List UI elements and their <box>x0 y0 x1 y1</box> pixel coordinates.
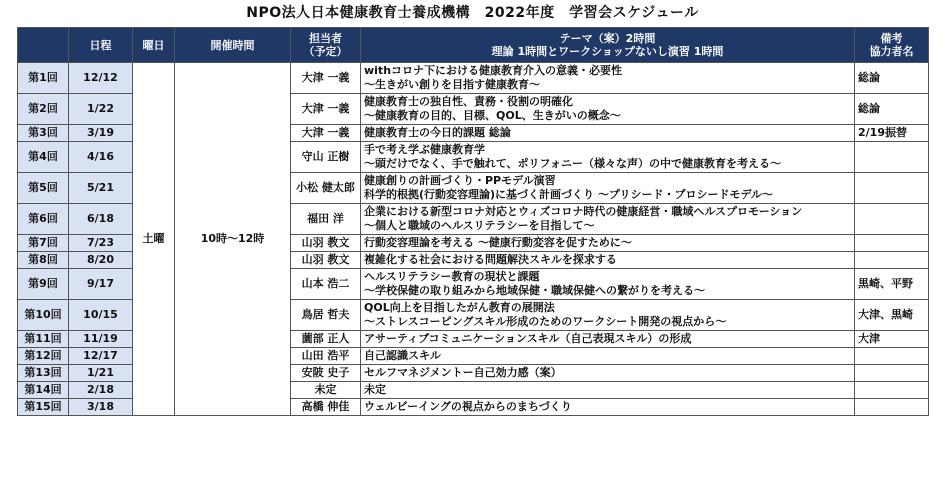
session-lecturer: 山本 浩二 <box>291 269 361 300</box>
session-number: 第1回 <box>18 63 69 94</box>
topic-line1: 企業における新型コロナ対応とウィズコロナ時代の健康経営・職域ヘルスプロモーション <box>364 205 803 218</box>
session-lecturer: 大津 一義 <box>291 63 361 94</box>
session-note <box>855 204 929 235</box>
session-topic <box>361 94 855 125</box>
session-lecturer: 福田 洋 <box>291 204 361 235</box>
header-number <box>18 28 69 63</box>
session-number: 第8回 <box>18 252 69 269</box>
session-date: 1/22 <box>69 94 133 125</box>
session-note <box>855 173 929 204</box>
header-theme <box>361 28 855 63</box>
session-topic: 健康教育士の今日的課題 総論 <box>361 125 855 142</box>
session-date: 3/19 <box>69 125 133 142</box>
session-date: 7/23 <box>69 235 133 252</box>
table-header-row <box>18 28 929 63</box>
session-number: 第12回 <box>18 348 69 365</box>
time-cell: 10時～12時 <box>175 63 291 416</box>
topic-line1: QOL向上を目指したがん教育の展開法 <box>364 301 555 314</box>
session-topic: アサーティブコミュニケーションスキル（自己表現スキル）の形成 <box>361 331 855 348</box>
session-note <box>855 382 929 399</box>
session-number: 第4回 <box>18 142 69 173</box>
session-note <box>855 252 929 269</box>
session-number: 第3回 <box>18 125 69 142</box>
session-lecturer: 大津 一義 <box>291 94 361 125</box>
session-lecturer: 安陂 史子 <box>291 365 361 382</box>
session-number: 第6回 <box>18 204 69 235</box>
session-lecturer: 未定 <box>291 382 361 399</box>
session-note <box>855 399 929 416</box>
page-title: NPO法人日本健康教育士養成機構 2022年度 学習会スケジュール <box>246 5 699 21</box>
session-date: 3/18 <box>69 399 133 416</box>
header-note-line2: 協力者名 <box>869 45 914 58</box>
session-number: 第7回 <box>18 235 69 252</box>
session-topic: 未定 <box>361 382 855 399</box>
session-date: 10/15 <box>69 300 133 331</box>
topic-line1: withコロナ下における健康教育介入の意義・必要性 <box>364 64 623 77</box>
topic-line1: 健康創りの計画づくり・PPモデル演習 <box>364 174 556 187</box>
session-lecturer: 大津 一義 <box>291 125 361 142</box>
topic-line1: ヘルスリテラシー教育の現状と課題 <box>364 270 540 283</box>
topic-line2: ～学校保健の取り組みから地域保健・職域保健への繋がりを考える～ <box>364 284 705 297</box>
schedule-table <box>17 27 929 416</box>
session-lecturer: 小松 健太郎 <box>291 173 361 204</box>
session-date: 4/16 <box>69 142 133 173</box>
session-number: 第9回 <box>18 269 69 300</box>
header-note <box>855 28 929 63</box>
session-lecturer: 山田 浩平 <box>291 348 361 365</box>
topic-line2: 科学的根拠(行動変容理論)に基づく計画づくり ～プリシード・プロシードモデル～ <box>364 188 773 201</box>
header-theme-line1: テーマ（案）2時間 <box>559 32 656 45</box>
session-date: 12/12 <box>69 63 133 94</box>
session-date: 1/21 <box>69 365 133 382</box>
session-lecturer: 山羽 教文 <box>291 252 361 269</box>
header-time: 開催時間 <box>175 28 291 63</box>
topic-line2: ～頭だけでなく、手で触れて、ポリフォニー（様々な声）の中で健康教育を考える～ <box>364 157 782 170</box>
session-number: 第13回 <box>18 365 69 382</box>
session-note <box>855 142 929 173</box>
session-lecturer: 守山 正樹 <box>291 142 361 173</box>
session-topic: 行動変容理論を考える ～健康行動変容を促すために～ <box>361 235 855 252</box>
topic-line1: 手で考え学ぶ健康教育学 <box>364 143 485 156</box>
session-note: 黒崎、平野 <box>855 269 929 300</box>
topic-line1: 健康教育士の独自性、責務・役割の明確化 <box>364 95 573 108</box>
session-topic <box>361 173 855 204</box>
session-topic: ウェルビーイングの視点からのまちづくり <box>361 399 855 416</box>
session-date: 12/17 <box>69 348 133 365</box>
header-date: 日程 <box>69 28 133 63</box>
session-note: 総論 <box>855 63 929 94</box>
topic-line2: ～生きがい創りを目指す健康教育～ <box>364 78 540 91</box>
session-lecturer: 薗部 正人 <box>291 331 361 348</box>
session-number: 第10回 <box>18 300 69 331</box>
session-date: 9/17 <box>69 269 133 300</box>
session-note: 大津、黒崎 <box>855 300 929 331</box>
session-topic <box>361 300 855 331</box>
header-lecturer <box>291 28 361 63</box>
session-number: 第5回 <box>18 173 69 204</box>
session-topic: 複雑化する社会における問題解決スキルを探求する <box>361 252 855 269</box>
session-topic <box>361 204 855 235</box>
session-date: 8/20 <box>69 252 133 269</box>
header-theme-line2: 理論 1時間とワークショップないし演習 1時間 <box>491 45 724 58</box>
table-row <box>18 63 929 94</box>
session-topic <box>361 142 855 173</box>
session-date: 5/21 <box>69 173 133 204</box>
session-note: 大津 <box>855 331 929 348</box>
session-lecturer: 高橋 伸佳 <box>291 399 361 416</box>
session-note <box>855 365 929 382</box>
header-note-line1: 備考 <box>880 32 903 45</box>
session-note <box>855 235 929 252</box>
session-topic <box>361 269 855 300</box>
session-note <box>855 348 929 365</box>
header-lecturer-line2: （予定） <box>303 45 348 58</box>
session-number: 第14回 <box>18 382 69 399</box>
topic-line2: ～健康教育の目的、目標、QOL、生きがいの概念～ <box>364 109 621 122</box>
session-note: 2/19振替 <box>855 125 929 142</box>
weekday-cell: 土曜 <box>133 63 175 416</box>
header-lecturer-line1: 担当者 <box>309 32 342 45</box>
session-note: 総論 <box>855 94 929 125</box>
header-weekday: 曜日 <box>133 28 175 63</box>
session-lecturer: 山羽 教文 <box>291 235 361 252</box>
session-date: 6/18 <box>69 204 133 235</box>
topic-line2: ～ストレスコーピングスキル形成のためのワークシート開発の視点から～ <box>364 315 727 328</box>
session-number: 第2回 <box>18 94 69 125</box>
session-number: 第15回 <box>18 399 69 416</box>
session-date: 2/18 <box>69 382 133 399</box>
session-topic <box>361 63 855 94</box>
session-lecturer: 鳥居 哲夫 <box>291 300 361 331</box>
session-date: 11/19 <box>69 331 133 348</box>
session-topic: セルフマネジメントー自己効力感（案） <box>361 365 855 382</box>
session-number: 第11回 <box>18 331 69 348</box>
topic-line2: ～個人と職域のヘルスリテラシーを目指して～ <box>364 219 595 232</box>
session-topic: 自己認識スキル <box>361 348 855 365</box>
